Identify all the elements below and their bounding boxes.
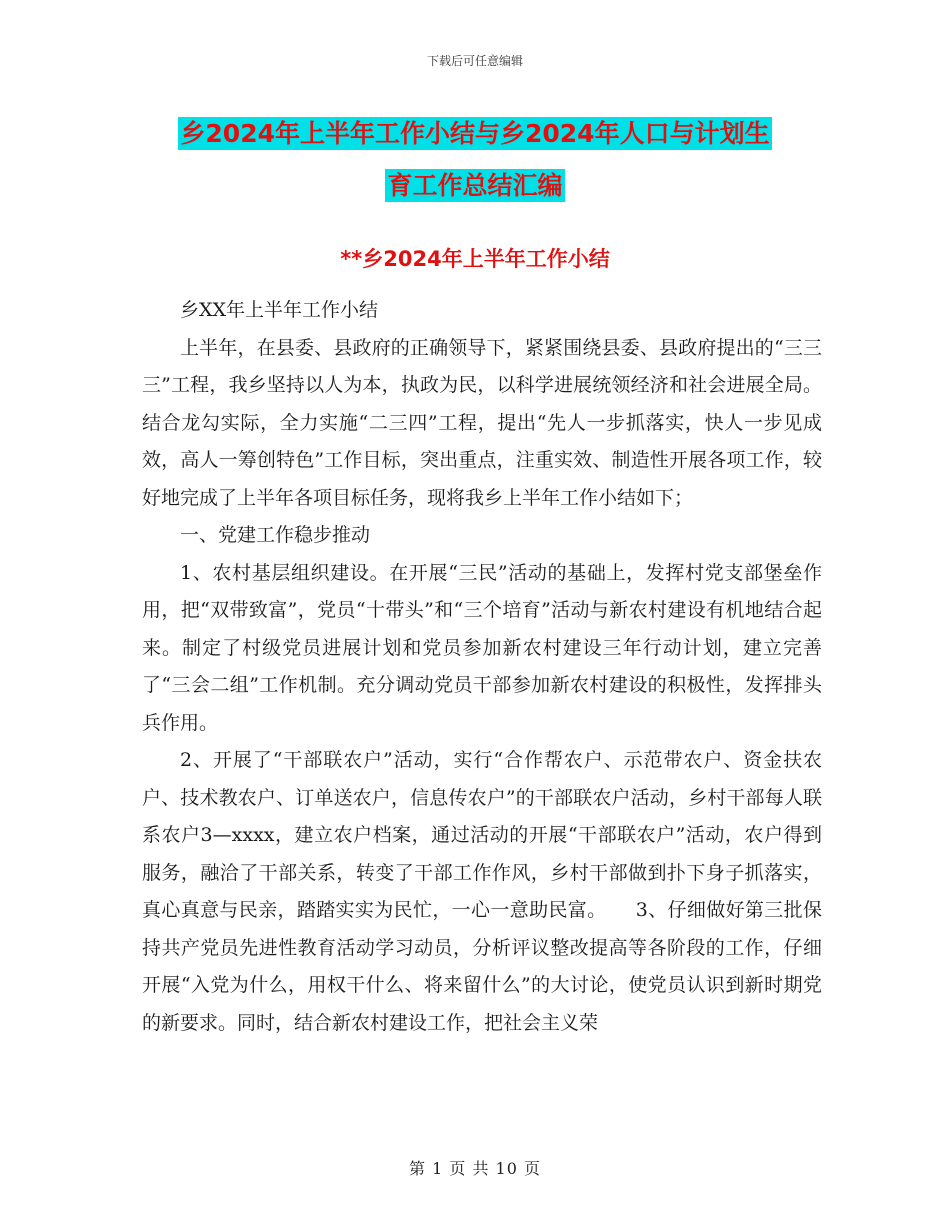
paragraph: 乡XX年上半年工作小结 bbox=[180, 299, 379, 321]
paragraph: 2、开展了“干部联农户”活动，实行“合作帮农户、示范带农户、资金扶农户、技术教农户、订单送农户，信息传农户”的干部联农户活动，乡村干部每人联系农户3—xxxx，建立农户档案，通过活动的开展“干部联农户”活动，农户得到服务，融洽了干部关系，转变了干部工作作风，乡村干部做到扑下身子抓落实，真心真意与民亲，踏踏实实为民忙，一心一意助民富。 3、仔细做好第三批保持共产党员先进性教育活动学习动员，分析评议整改提高等各阶段的工作，仔细开展“入党为什么，用权干什么、将来留什么”的大讨论，使党员认识到新时期党的新要求。同时，结合新农村建设工作，把社会主义荣 bbox=[142, 749, 822, 1034]
section-heading: **乡2024年上半年工作小结 bbox=[340, 247, 610, 271]
header-note: 下载后可任意编辑 bbox=[426, 54, 523, 68]
title-line-2: 育工作总结汇编 bbox=[387, 171, 563, 200]
paragraph: 上半年，在县委、县政府的正确领导下，紧紧围绕县委、县政府提出的“三三三”工程，我乡坚持以人为本，执政为民，以科学进展统领经济和社会进展全局。结合龙勾实际，全力实施“二三四”工程，提出“先人一步抓落实，快人一步见成效，高人一筹创特色”工作目标，突出重点，注重实效、制造性开展各项工作，较好地完成了上半年各项目标任务，现将我乡上半年工作小结如下； bbox=[142, 336, 822, 509]
paragraph: 一、党建工作稳步推动 bbox=[180, 524, 371, 546]
body-text bbox=[142, 292, 822, 1042]
page-number: 第 1 页 共 10 页 bbox=[409, 1159, 541, 1178]
document-title bbox=[0, 108, 950, 212]
paragraph: 1、农村基层组织建设。在开展“三民”活动的基础上，发挥村党支部堡垒作用，把“双带致富”，党员“十带头”和“三个培育”活动与新农村建设有机地结合起来。制定了村级党员进展计划和党员参加新农村建设三年行动计划，建立完善了“三会二组”工作机制。充分调动党员干部参加新农村建设的积极性，发挥排头兵作用。 bbox=[142, 561, 822, 734]
title-line-1: 乡2024年上半年工作小结与乡2024年人口与计划生 bbox=[180, 119, 770, 148]
